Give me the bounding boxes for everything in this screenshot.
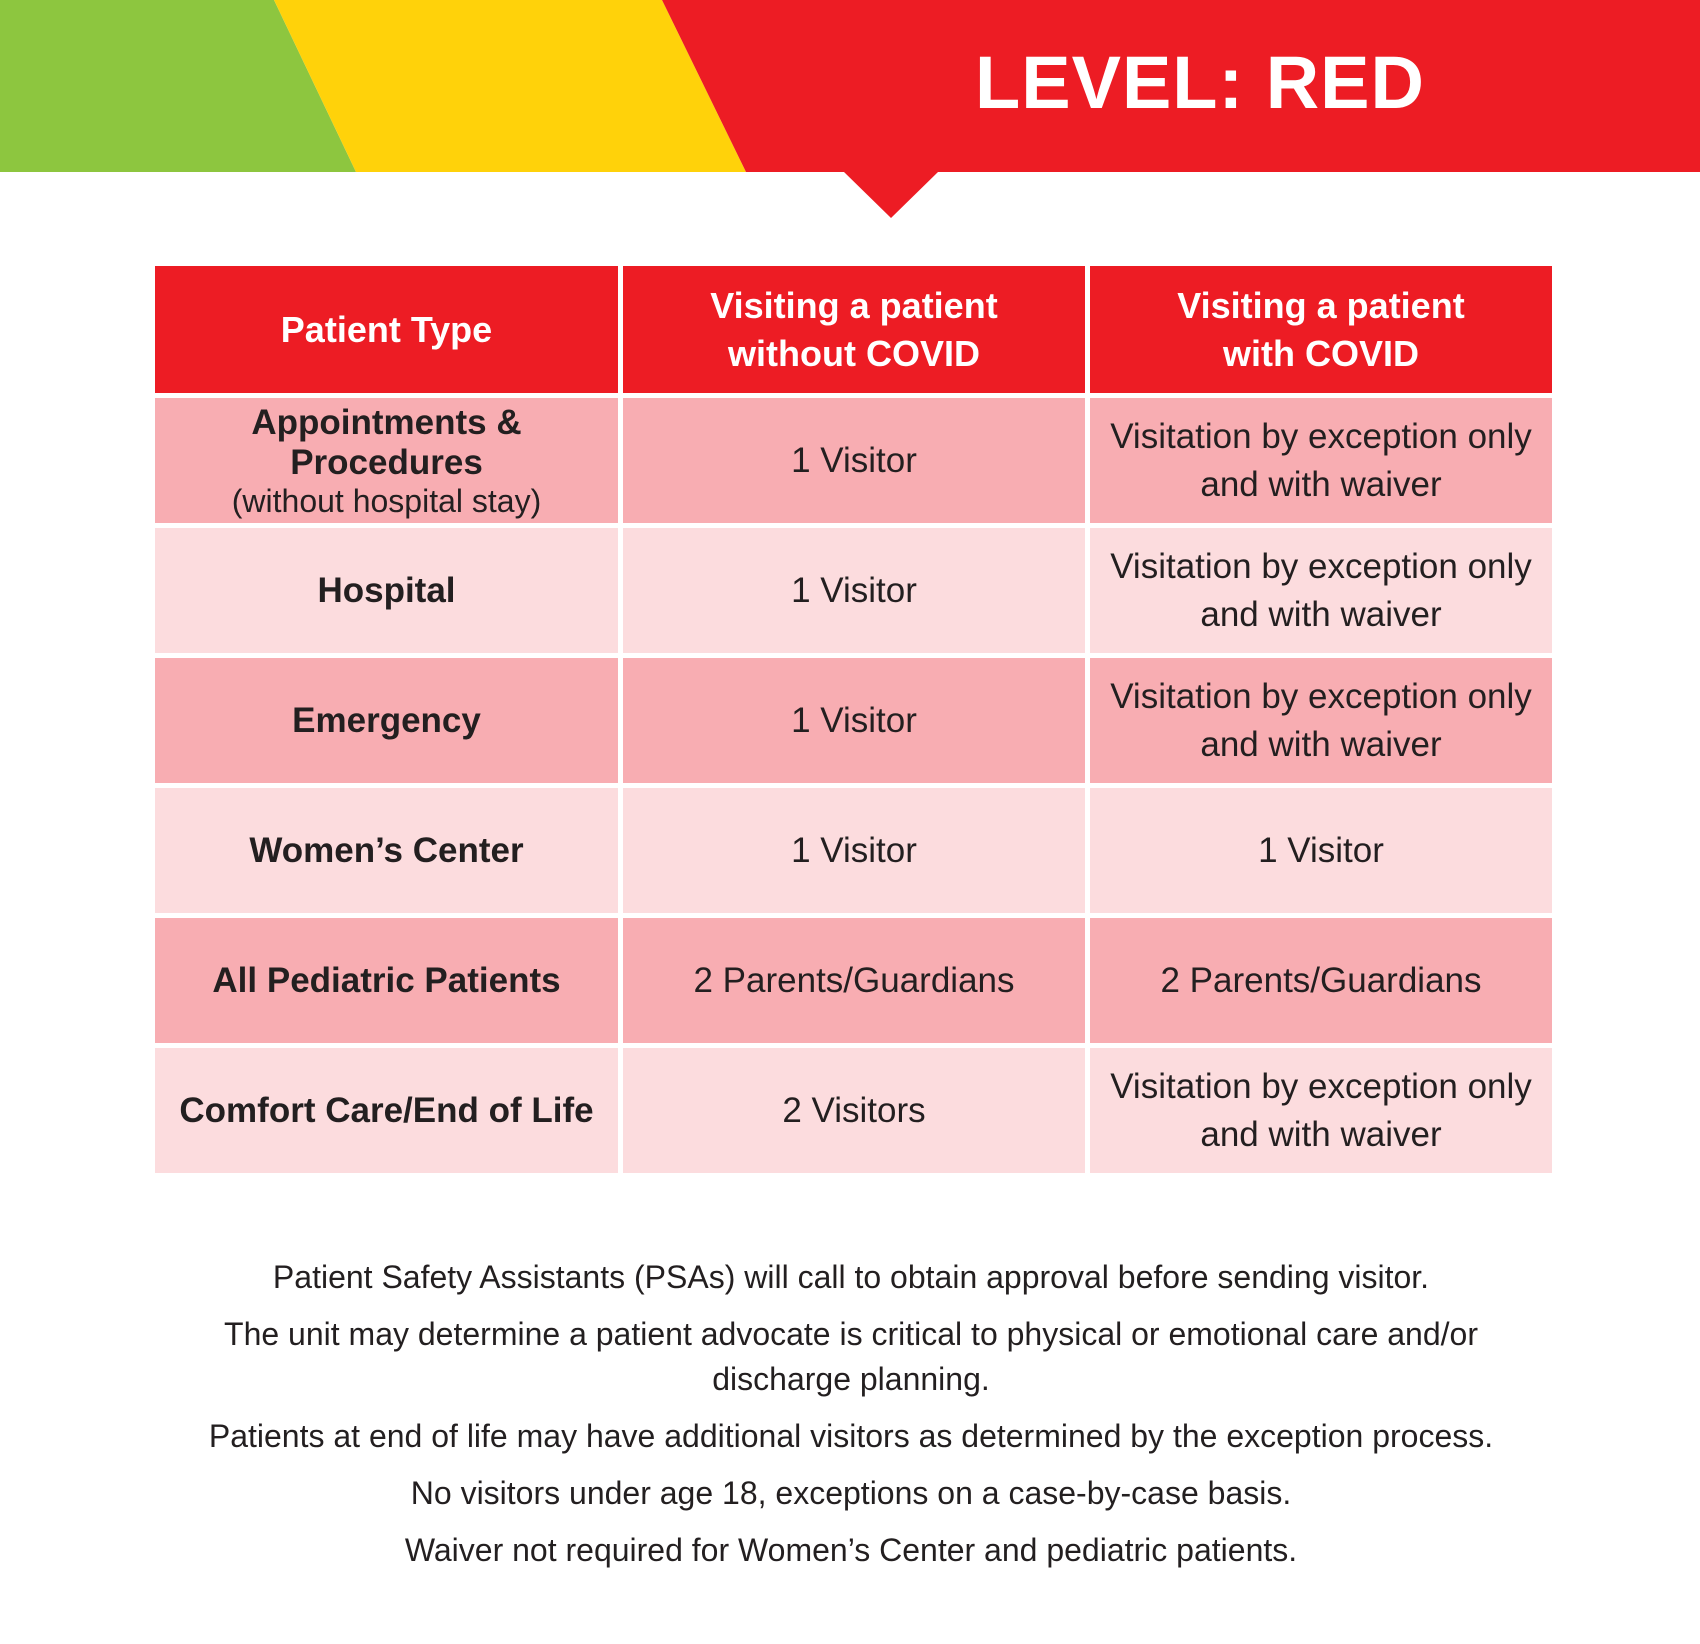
table-header-row xyxy=(153,264,1555,396)
patient-type-cell: Hospital xyxy=(153,526,621,656)
header-with-covid-label: Visiting a patient with COVID xyxy=(1177,284,1465,374)
without-covid-cell: 1 Visitor xyxy=(621,526,1088,656)
with-covid-cell: Visitation by exception only and with waiver xyxy=(1088,656,1555,786)
table-row xyxy=(153,396,1555,526)
with-covid-cell: Visitation by exception only and with waiver xyxy=(1088,526,1555,656)
without-covid-cell: 2 Parents/Guardians xyxy=(621,916,1088,1046)
header-without-covid xyxy=(621,264,1088,396)
without-covid-cell: 2 Visitors xyxy=(621,1046,1088,1176)
table-row xyxy=(153,656,1555,786)
note-age-limit: No visitors under age 18, exceptions on a case-by-case basis. xyxy=(410,1475,1292,1511)
patient-type-cell: Emergency xyxy=(153,656,621,786)
note-psa-approval: Patient Safety Assistants (PSAs) will call to obtain approval before sending visitor. xyxy=(272,1259,1430,1295)
level-banner xyxy=(0,0,1700,222)
patient-type-cell: Comfort Care/End of Life xyxy=(153,1046,621,1176)
header-patient-type: Patient Type xyxy=(153,264,621,396)
without-covid-cell: 1 Visitor xyxy=(621,656,1088,786)
level-title: LEVEL: RED xyxy=(975,41,1425,124)
patient-type-label: Appointments & Procedures xyxy=(251,402,522,482)
table-row xyxy=(153,526,1555,656)
visitation-table xyxy=(150,261,1557,1178)
table-row xyxy=(153,1046,1555,1176)
patient-type-cell: All Pediatric Patients xyxy=(153,916,621,1046)
with-covid-cell: 1 Visitor xyxy=(1088,786,1555,916)
with-covid-cell: Visitation by exception only and with waiver xyxy=(1088,1046,1555,1176)
header-without-covid-label: Visiting a patient without COVID xyxy=(710,284,998,374)
visitation-notes xyxy=(150,1255,1552,1585)
patient-type-note: (without hospital stay) xyxy=(231,482,542,519)
with-covid-cell: 2 Parents/Guardians xyxy=(1088,916,1555,1046)
header-with-covid xyxy=(1088,264,1555,396)
without-covid-cell: 1 Visitor xyxy=(621,396,1088,526)
without-covid-cell: 1 Visitor xyxy=(621,786,1088,916)
note-patient-advocate: The unit may determine a patient advocate is critical to physical or emotional care and/or discharge planning. xyxy=(224,1316,1478,1397)
note-waiver: Waiver not required for Women’s Center and pediatric patients. xyxy=(404,1532,1298,1568)
patient-type-cell xyxy=(153,396,621,526)
level-color-stripes xyxy=(0,0,1700,222)
table-row xyxy=(153,916,1555,1046)
with-covid-cell: Visitation by exception only and with waiver xyxy=(1088,396,1555,526)
note-end-of-life: Patients at end of life may have additional visitors as determined by the exception process. xyxy=(208,1418,1494,1454)
table-row xyxy=(153,786,1555,916)
patient-type-cell: Women’s Center xyxy=(153,786,621,916)
